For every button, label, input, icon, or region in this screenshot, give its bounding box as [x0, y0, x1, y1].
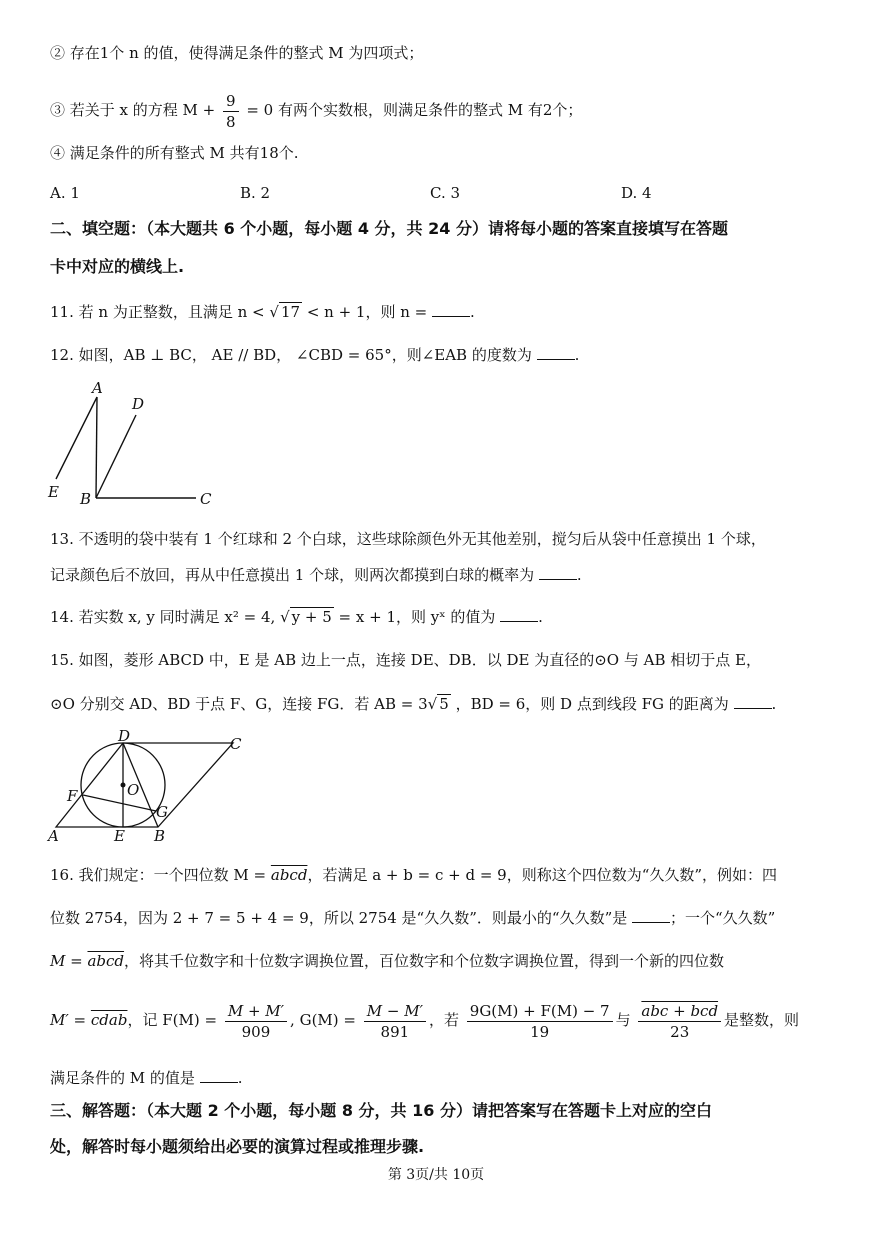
overline-abcd: abcd [270, 866, 308, 884]
choice-c: C. 3 [430, 184, 461, 202]
question-11: 11. 若 n 为正整数，且满足 n < √ 17 < n + 1，则 n = . [50, 300, 475, 323]
question-13-line2 [50, 563, 582, 586]
fraction-k [638, 1001, 721, 1042]
label-e: E [48, 483, 59, 501]
statement-4: ④ 满足条件的所有整式 M 共有18个. [50, 144, 299, 162]
statement-3-pre: ③ 若关于 x 的方程 M + [50, 101, 216, 119]
segment-bd [96, 415, 136, 498]
label-b: B [80, 490, 92, 508]
q15-line2-post: ，BD = 6，则 D 点到线段 FG 的距离为 [455, 695, 729, 713]
label-e: E [114, 827, 125, 845]
question-15-line1: 15. 如图，菱形 ABCD 中，E 是 AB 边上一点，连接 DE、DB．以 DE 为直径的⊙O 与 AB 相切于点 E， [50, 651, 761, 669]
question-13-line1: 13. 不透明的袋中装有 1 个红球和 2 个白球，这些球除颜色外无其他差别，搅匀后从袋中任意摸出 1 个球， [50, 530, 766, 548]
label-c: C [200, 490, 212, 508]
q16-line2-text: 位数 2754，因为 2 + 7 = 5 + 4 = 9，所以 2754 是“久久数”．则最小的“久久数”是 [50, 909, 628, 927]
fraction-g [364, 1001, 426, 1042]
choice-d: D. 4 [621, 184, 652, 202]
q16-f-def: ，记 F(M) = [127, 1011, 218, 1029]
choice-b: B. 2 [240, 184, 271, 202]
answer-blank-16a[interactable] [632, 906, 670, 923]
question-16-line3 [50, 950, 724, 972]
q16-end: . [237, 1069, 243, 1087]
section2-heading-line1: 二、填空题：（本大题共 6 个小题，每小题 4 分，共 24 分）请将每小题的答案直接填写在答题 [50, 219, 728, 238]
overline-abcd-2: abcd [87, 952, 125, 970]
q14-pre: 14. 若实数 x, y 同时满足 x² = 4, [50, 608, 276, 626]
frac-h-den: 19 [530, 1022, 550, 1041]
question-16-line4 [50, 998, 799, 1044]
question-14: 14. 若实数 x, y 同时满足 x² = 4, √ y + 5 = x + 1，则 yˣ 的值为 . [50, 605, 543, 628]
label-a: A [48, 827, 59, 845]
section2-heading-line2: 卡中对应的横线上. [50, 257, 185, 276]
statement-2: ② 存在1个 n 的值，使得满足条件的整式 M 为四项式； [50, 44, 424, 62]
q11-post: < n + 1，则 n = [306, 303, 428, 321]
page-footer: 第 3页/共 10页 [387, 1167, 485, 1183]
question-15-line2: ⊙O 分别交 AD、BD 于点 F、G，连接 FG．若 AB = 3√ 5 ，BD = 6，则 D 点到线段 FG 的距离为 . [50, 692, 776, 715]
q14-post: = x + 1，则 yˣ 的值为 [338, 608, 496, 626]
fraction-h [467, 1001, 613, 1042]
frac-num: 9 [223, 91, 239, 112]
overline-cdab: cdab [90, 1011, 128, 1029]
segment-ab [96, 397, 97, 498]
answer-blank-13[interactable] [539, 563, 577, 580]
question-16-line1 [50, 864, 777, 886]
q16-m-prime: M′ = [50, 1011, 87, 1029]
q15-line2-pre: ⊙O 分别交 AD、BD 于点 F、G，连接 FG．若 AB = 3 [50, 695, 428, 713]
center-point-o [121, 783, 126, 788]
section3-heading-line1: 三、解答题：（本大题 2 个小题，每小题 8 分，共 16 分）请把答案写在答题卡上对应的空白 [50, 1101, 712, 1120]
label-o: O [127, 781, 140, 799]
q16-line3-post: ，将其千位数字和十位数字调换位置，百位数字和个位数字调换位置，得到一个新的四位数 [124, 952, 725, 970]
label-a: A [92, 379, 103, 397]
frac-f-den: 909 [241, 1022, 271, 1041]
q16-line5-text: 满足条件的 M 的值是 [50, 1069, 195, 1087]
q16-line1-pre: 16. 我们规定：一个四位数 M = [50, 866, 267, 884]
label-f: F [67, 787, 78, 805]
answer-blank-16b[interactable] [200, 1066, 238, 1083]
answer-blank-15[interactable] [734, 692, 772, 709]
q16-line3-pre: M = [50, 952, 83, 970]
q14-end: . [538, 608, 543, 626]
question-16-line2 [50, 906, 775, 929]
q16-integer: 是整数，则 [724, 1011, 800, 1029]
label-c: C [230, 735, 242, 753]
figure-12 [40, 375, 230, 510]
q15-radicand: 5 [439, 695, 449, 713]
label-g: G [156, 803, 168, 821]
question-16-line5 [50, 1066, 242, 1089]
answer-blank-12[interactable] [537, 343, 575, 360]
q15-end: . [771, 695, 777, 713]
statement-3-post: = 0 有两个实数根，则满足条件的整式 M 有2个； [246, 101, 583, 119]
label-b: B [154, 827, 166, 845]
q11-radicand: 17 [280, 303, 301, 321]
rhombus-abcd [56, 743, 233, 827]
answer-blank-11[interactable] [432, 300, 470, 317]
frac-k-num: abc + bcd [638, 1001, 721, 1022]
q14-radicand: y + 5 [291, 608, 332, 626]
frac-den: 8 [226, 112, 236, 131]
label-d: D [132, 395, 145, 413]
q16-if: ，若 [428, 1011, 459, 1029]
frac-f-num: M + M′ [225, 1001, 287, 1022]
frac-h-num: 9G(M) + F(M) − 7 [467, 1001, 613, 1022]
question-12 [50, 343, 579, 366]
frac-g-num: M − M′ [364, 1001, 426, 1022]
choice-a: A. 1 [50, 184, 80, 202]
q12-end: . [574, 346, 580, 364]
q16-line2-post: ；一个“久久数” [670, 909, 776, 927]
statement-3 [50, 88, 582, 132]
figure-15 [40, 725, 260, 845]
q13-end: . [576, 566, 582, 584]
q12-text: 12. 如图，AB ⊥ BC， AE // BD， ∠CBD = 65°，则∠EAB 的度数为 [50, 346, 532, 364]
q16-g-def: , G(M) = [290, 1011, 356, 1029]
answer-blank-14[interactable] [500, 605, 538, 622]
q16-and: 与 [615, 1011, 631, 1029]
frac-g-den: 891 [380, 1022, 410, 1041]
q11-pre: 11. 若 n 为正整数，且满足 n < [50, 303, 265, 321]
q13-line2-text: 记录颜色后不放回，再从中任意摸出 1 个球，则两次都摸到白球的概率为 [50, 566, 535, 584]
section3-heading-line2: 处，解答时每小题须给出必要的演算过程或推理步骤. [50, 1137, 425, 1156]
fraction-9-8 [223, 91, 239, 132]
q16-line1-post: ，若满足 a + b = c + d = 9，则称这个四位数为“久久数”，例如：四 [307, 866, 778, 884]
frac-k-den: 23 [670, 1022, 690, 1041]
q11-end: . [470, 303, 475, 321]
fraction-f [225, 1001, 287, 1042]
segment-ae [56, 397, 97, 479]
label-d: D [118, 727, 131, 745]
